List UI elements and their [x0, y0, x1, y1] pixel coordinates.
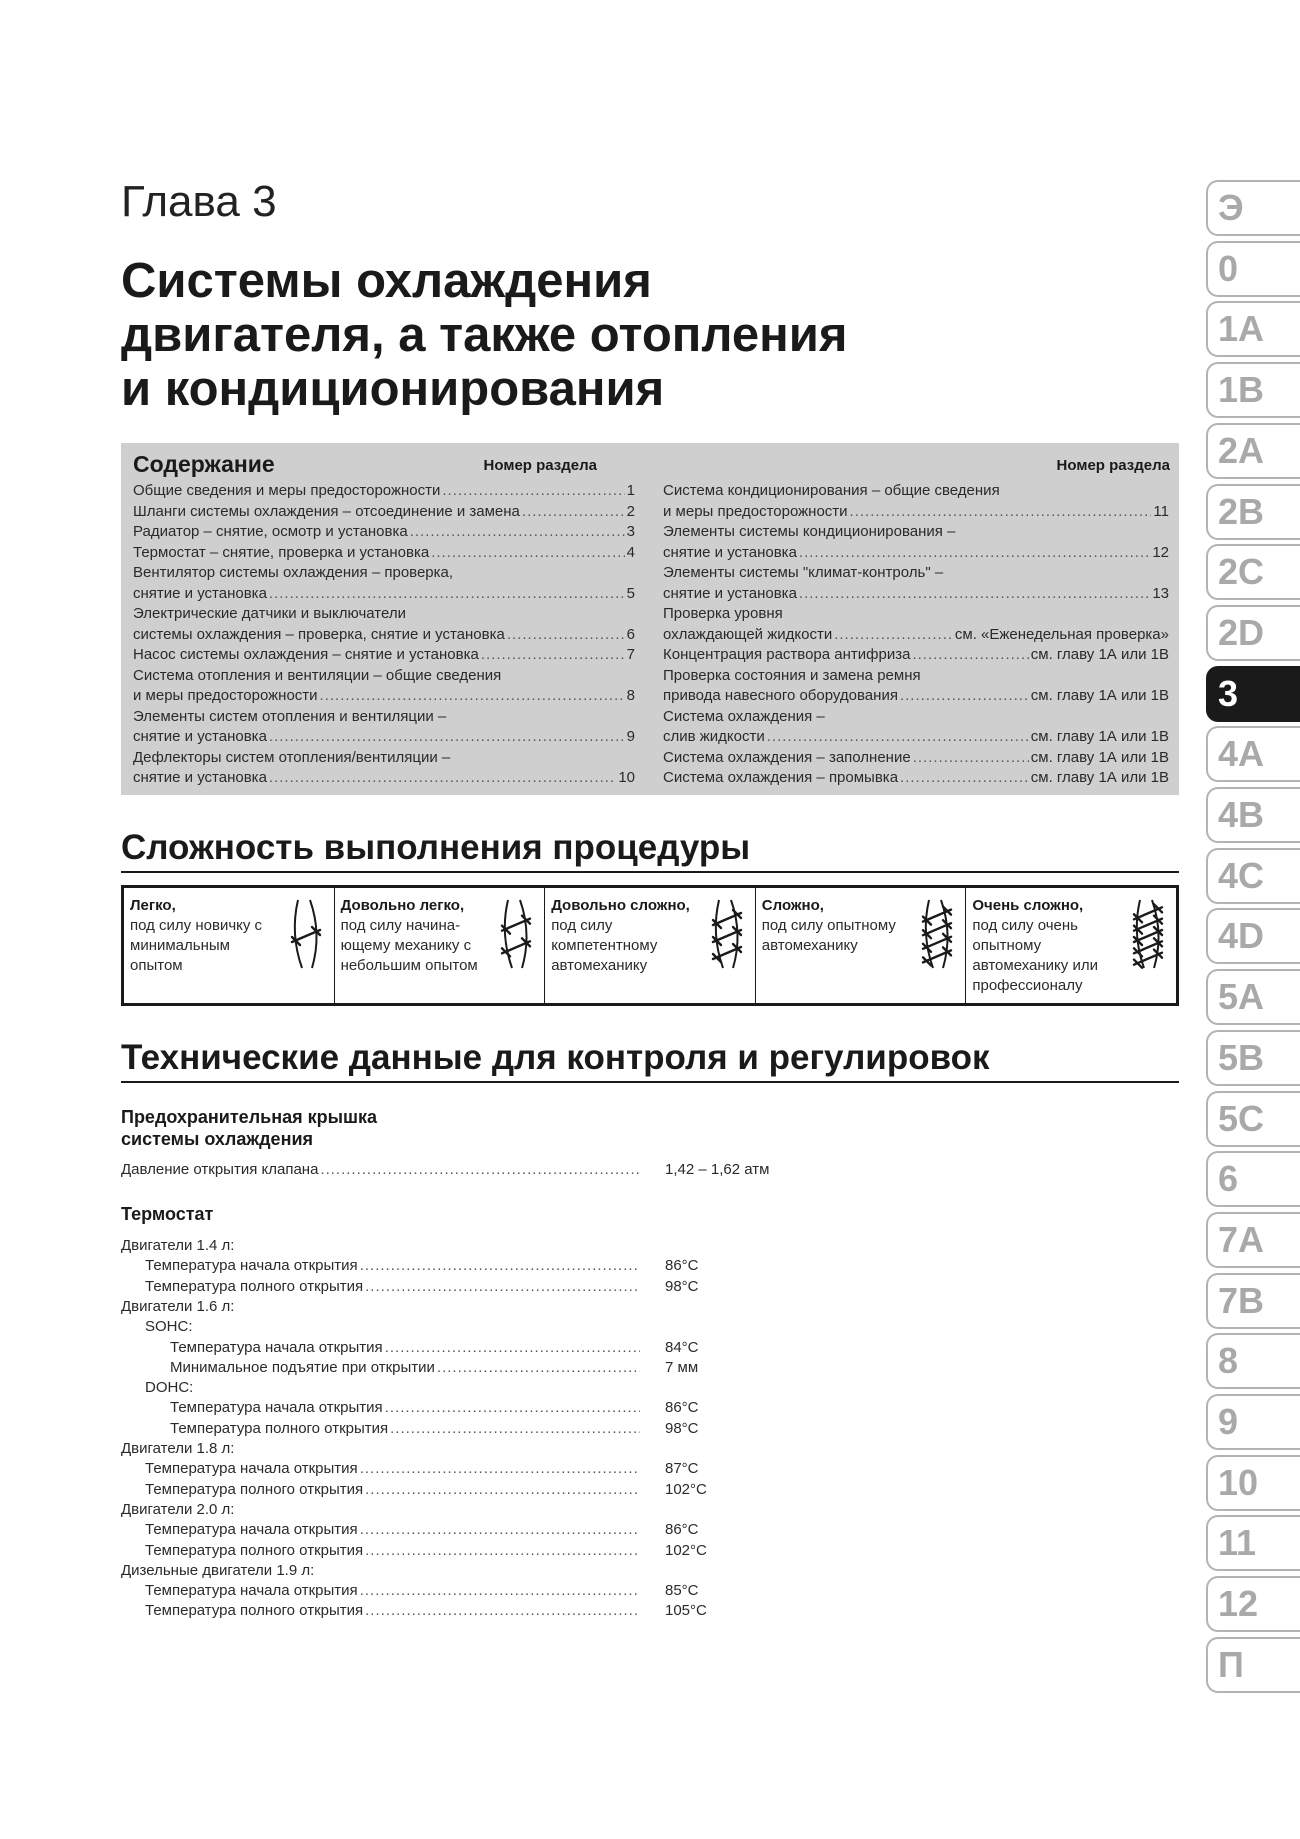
- toc-item-text: слив жидкости: [663, 728, 765, 745]
- spec-row: [0, 1419, 1300, 1440]
- toc-item-row: [133, 727, 635, 748]
- chapter-tab-9[interactable]: 9: [1206, 1394, 1300, 1450]
- spec-label: Двигатели 1.8 л:: [121, 1440, 235, 1457]
- spec-label: Минимальное подъятие при открытии: [170, 1358, 435, 1376]
- toc-item-row: [663, 727, 1169, 748]
- toc-item: [133, 502, 635, 523]
- toc-item-text: снятие и установка: [663, 584, 797, 602]
- toc-item-text: Элементы систем отопления и вентиляции –: [133, 707, 447, 725]
- toc-section-number: см. главу 1А или 1В: [1030, 769, 1169, 786]
- spec-row: [0, 1541, 1300, 1562]
- spec-value: 102°С: [665, 1480, 707, 1498]
- spec-row: [0, 1398, 1300, 1419]
- spec-row: [0, 1601, 1300, 1622]
- toc-section-number: 9: [626, 728, 635, 745]
- spanner-icon: [288, 896, 324, 972]
- spec-value: 98°С: [665, 1277, 699, 1295]
- chapter-tab-5c[interactable]: 5C: [1206, 1091, 1300, 1147]
- chapter-tab-6[interactable]: 6: [1206, 1151, 1300, 1207]
- toc-item-text: Концентрация раствора антифриза: [663, 646, 911, 663]
- toc-section-number: 6: [626, 625, 635, 643]
- spec-value: 85°С: [665, 1582, 699, 1600]
- toc-item: [133, 645, 635, 666]
- toc-item-text: и меры предосторожности: [133, 687, 318, 704]
- chapter-tab-8[interactable]: 8: [1206, 1333, 1300, 1389]
- spec-label: Температура полного открытия: [145, 1541, 364, 1559]
- toc-item: [133, 543, 635, 564]
- spec-row: [0, 1236, 1300, 1257]
- toc-item-row: [663, 748, 1169, 769]
- chapter-tab-1a[interactable]: 1A: [1206, 301, 1300, 357]
- spec-value: 105°С: [665, 1602, 707, 1620]
- spec-label: Двигатели 2.0 л:: [121, 1500, 235, 1518]
- spanner-icon: [709, 896, 745, 972]
- chapter-tab-3[interactable]: 3: [1206, 666, 1300, 722]
- toc-item-text: Вентилятор системы охлаждения – проверка,: [133, 564, 454, 581]
- toc-leader-dots: [442, 481, 624, 502]
- toc-item-row: [663, 584, 1169, 605]
- toc-item: [133, 604, 635, 645]
- toc-leader-dots: [912, 645, 1028, 666]
- toc-item-row: [133, 645, 635, 666]
- toc-item-text: и меры предосторожности: [663, 502, 848, 520]
- chapter-tab-5a[interactable]: 5A: [1206, 969, 1300, 1025]
- chapter-tab-4b[interactable]: 4B: [1206, 787, 1300, 843]
- toc-section-number: 10: [618, 769, 635, 786]
- toc-item-text: Система отопления и вентиляции – общие сведения: [133, 666, 502, 684]
- spec-label: Температура начала открытия: [145, 1460, 358, 1478]
- toc-leader-dots: [900, 768, 1029, 789]
- spec-leader-dots: [360, 1459, 640, 1479]
- toc-leader-dots: [507, 625, 625, 646]
- toc-left-column: [133, 481, 635, 789]
- difficulty-description: под силу новичку с минимальным опытом: [130, 917, 263, 974]
- toc-item-text: Насос системы охлаждения – снятие и установка: [133, 646, 479, 663]
- toc-item-row: [663, 645, 1169, 666]
- toc-leader-dots: [269, 768, 616, 789]
- chapter-title-line: и кондиционирования: [121, 362, 665, 416]
- toc-item-text: Дефлекторы систем отопления/вентиляции –: [133, 748, 451, 766]
- chapter-title-line: Системы охлаждения: [121, 254, 652, 308]
- difficulty-scale: [121, 885, 1179, 1006]
- toc-item-row: [663, 543, 1169, 564]
- toc-section-number: 11: [1153, 502, 1169, 520]
- toc-item: [133, 707, 635, 748]
- spec-label: SOHC:: [145, 1318, 193, 1336]
- spec-label: Температура начала открытия: [145, 1257, 358, 1275]
- toc-right-section-header: Номер раздела: [1056, 457, 1170, 474]
- spanner-outline: [505, 900, 527, 968]
- toc-leader-dots: [913, 748, 1029, 769]
- spec-label: Температура полного открытия: [145, 1277, 364, 1295]
- chapter-tab-э[interactable]: Э: [1206, 180, 1300, 236]
- toc-leader-dots: [799, 543, 1150, 564]
- difficulty-level-5: [966, 888, 1176, 1003]
- toc-item: [663, 563, 1169, 604]
- toc-item: [133, 563, 635, 604]
- spec-label: DOHC:: [145, 1379, 194, 1397]
- difficulty-description: под силу компетентному автомеханику: [551, 917, 658, 974]
- spec-value: 98°С: [665, 1419, 699, 1437]
- toc-item-row: [663, 502, 1169, 523]
- toc-item: [663, 768, 1169, 789]
- toc-item-text: снятие и установка: [133, 769, 267, 786]
- spec-leader-dots: [365, 1277, 640, 1297]
- toc-item: [663, 707, 1169, 748]
- toc-item-text: Радиатор – снятие, осмотр и установка: [133, 523, 408, 540]
- spec-row: [0, 1520, 1300, 1541]
- toc-section-number: см. главу 1А или 1В: [1030, 728, 1169, 745]
- spec-row: [0, 1581, 1300, 1602]
- difficulty-level-1: [124, 888, 335, 1003]
- spec-value: 86°С: [665, 1257, 699, 1275]
- spec-row: [0, 1277, 1300, 1298]
- toc-item-text: Элементы системы кондиционирования –: [663, 523, 956, 540]
- toc-item-text: Система кондиционирования – общие сведения: [663, 482, 1000, 499]
- chapter-tab-2b[interactable]: 2B: [1206, 484, 1300, 540]
- toc-right-column: [663, 481, 1169, 789]
- toc-leader-dots: [850, 502, 1152, 523]
- toc-leader-dots: [767, 727, 1029, 748]
- chapter-tab-12[interactable]: 12: [1206, 1576, 1300, 1632]
- toc-leader-dots: [431, 543, 624, 564]
- spec-value: 86°С: [665, 1399, 699, 1417]
- toc-leader-dots: [269, 727, 625, 748]
- chapter-tab-4c[interactable]: 4C: [1206, 848, 1300, 904]
- difficulty-level-2: [335, 888, 546, 1003]
- chapter-tab-2c[interactable]: 2C: [1206, 544, 1300, 600]
- spec-label: Дизельные двигатели 1.9 л:: [121, 1561, 315, 1579]
- difficulty-title: Довольно сложно,: [551, 897, 690, 914]
- difficulty-title: Легко,: [130, 897, 176, 914]
- toc-item-text: Общие сведения и меры предосторожности: [133, 482, 441, 499]
- toc-item-row: [133, 686, 635, 707]
- difficulty-description: под силу очень опытному автомеханику или профессионалу: [972, 917, 1098, 994]
- toc-leader-dots: [799, 584, 1150, 605]
- spec-label: Давление открытия клапана: [121, 1161, 319, 1178]
- spec-row: [0, 1459, 1300, 1480]
- chapter-tab-7a[interactable]: 7A: [1206, 1212, 1300, 1268]
- toc-item-row: [663, 686, 1169, 707]
- toc-leader-dots: [320, 686, 625, 707]
- difficulty-title: Довольно легко,: [340, 897, 465, 914]
- toc-item-text: Элементы системы "климат-контроль" –: [663, 564, 944, 581]
- toc-item-row: [133, 625, 635, 646]
- toc-section-number: см. главу 1А или 1В: [1030, 646, 1169, 663]
- toc-item: [663, 645, 1169, 666]
- toc-left-section-header: Номер раздела: [483, 457, 597, 474]
- toc-item: [133, 666, 635, 707]
- spec-leader-dots: [365, 1541, 640, 1561]
- spec-label: Температура начала открытия: [170, 1399, 383, 1417]
- toc-item: [133, 522, 635, 543]
- toc-item-text: Система охлаждения – промывка: [663, 769, 899, 786]
- toc-section-number: 12: [1152, 543, 1169, 561]
- toc-item: [663, 481, 1169, 522]
- toc-section-number: см. главу 1А или 1В: [1030, 687, 1169, 704]
- toc-section-number: 2: [626, 502, 635, 520]
- toc-leader-dots: [410, 522, 625, 543]
- chapter-title-line: двигателя, а также отопления: [121, 308, 848, 362]
- spec-label: Двигатели 1.6 л:: [121, 1297, 235, 1315]
- spec-value: 1,42 – 1,62 атм: [665, 1161, 770, 1178]
- toc-item-text: снятие и установка: [663, 543, 797, 561]
- toc-section-number: 5: [626, 584, 635, 602]
- toc-section-number: 4: [626, 543, 635, 561]
- spec-leader-dots: [385, 1338, 640, 1358]
- spec-row: [0, 1160, 1300, 1181]
- toc-leader-dots: [900, 686, 1029, 707]
- toc-leader-dots: [834, 625, 953, 646]
- toc-item-text: Проверка состояния и замена ремня: [663, 666, 921, 684]
- contents-box: [121, 443, 1179, 795]
- toc-item-text: снятие и установка: [133, 728, 267, 745]
- chapter-tab-0[interactable]: 0: [1206, 241, 1300, 297]
- toc-item-text: привода навесного оборудования: [663, 687, 898, 704]
- difficulty-description: под силу опытному автомеханику: [761, 917, 896, 954]
- difficulty-description: под силу начина-ющему механику с небольшим опытом: [340, 917, 478, 974]
- contents-title: Содержание: [133, 451, 275, 477]
- chapter-tab-1b[interactable]: 1B: [1206, 362, 1300, 418]
- spec-leader-dots: [390, 1419, 640, 1439]
- toc-item-row: [133, 584, 635, 605]
- chapter-tab-п[interactable]: П: [1206, 1637, 1300, 1693]
- toc-leader-dots: [522, 502, 625, 523]
- toc-item-text: Электрические датчики и выключатели: [133, 605, 406, 622]
- toc-item: [663, 666, 1169, 707]
- difficulty-heading: Сложность выполнения процедуры: [121, 830, 1179, 873]
- toc-section-number: см. «Еженедельная проверка»: [954, 625, 1169, 643]
- toc-item-row: [133, 522, 635, 543]
- toc-section-number: 13: [1152, 584, 1169, 602]
- toc-item: [663, 748, 1169, 769]
- toc-item-row: [133, 543, 635, 564]
- toc-leader-dots: [269, 584, 625, 605]
- toc-section-number: см. главу 1А или 1В: [1030, 748, 1169, 766]
- spec-row: [0, 1480, 1300, 1501]
- chapter-tab-7b[interactable]: 7B: [1206, 1273, 1300, 1329]
- spec-value: 84°С: [665, 1338, 699, 1356]
- chapter-tab-10[interactable]: 10: [1206, 1455, 1300, 1511]
- spec-value: 7 мм: [665, 1358, 699, 1376]
- thermostat-group-title: Термостат: [121, 1204, 214, 1224]
- spec-label: Температура начала открытия: [170, 1338, 383, 1356]
- toc-item-text: системы охлаждения – проверка, снятие и установка: [133, 625, 505, 643]
- spec-row: [0, 1338, 1300, 1359]
- spec-row: [0, 1500, 1300, 1521]
- spanner-icon: [1130, 896, 1166, 972]
- toc-section-number: 8: [626, 687, 635, 704]
- cap-title-line: системы охлаждения: [121, 1129, 314, 1149]
- chapter-tab-11[interactable]: 11: [1206, 1515, 1300, 1571]
- chapter-tab-4d[interactable]: 4D: [1206, 908, 1300, 964]
- spec-value: 86°С: [665, 1521, 699, 1539]
- spec-label: Температура полного открытия: [145, 1480, 364, 1498]
- spec-row: [0, 1297, 1300, 1318]
- toc-item-row: [133, 481, 635, 502]
- spec-row: [0, 1317, 1300, 1338]
- spec-label: Двигатели 1.4 л:: [121, 1237, 235, 1254]
- toc-item: [663, 604, 1169, 645]
- spec-label: Температура полного открытия: [145, 1602, 364, 1620]
- chapter-title: [121, 254, 1121, 416]
- spec-value: 87°С: [665, 1460, 699, 1478]
- toc-item: [663, 522, 1169, 563]
- spec-label: Температура начала открытия: [145, 1582, 358, 1600]
- spec-leader-dots: [365, 1480, 640, 1500]
- toc-item-text: охлаждающей жидкости: [663, 625, 833, 643]
- spanner-icon: [919, 896, 955, 972]
- spec-leader-dots: [385, 1398, 640, 1418]
- spec-label: Температура полного открытия: [170, 1419, 389, 1437]
- cap-title-line: Предохранительная крышка: [121, 1107, 377, 1127]
- difficulty-title: Очень сложно,: [972, 897, 1084, 914]
- toc-section-number: 7: [626, 646, 635, 663]
- toc-item-text: Термостат – снятие, проверка и установка: [133, 543, 430, 561]
- spec-label: Температура начала открытия: [145, 1521, 358, 1539]
- chapter-tab-2a[interactable]: 2A: [1206, 423, 1300, 479]
- spec-leader-dots: [360, 1256, 640, 1276]
- toc-item-row: [663, 625, 1169, 646]
- spec-leader-dots: [365, 1601, 640, 1621]
- toc-item-row: [133, 768, 635, 789]
- chapter-label: Глава 3: [121, 177, 277, 226]
- toc-leader-dots: [481, 645, 625, 666]
- toc-item-text: снятие и установка: [133, 584, 267, 602]
- cap-group-title: [121, 1106, 621, 1150]
- specs-heading: Технические данные для контроля и регулировок: [121, 1040, 1179, 1083]
- chapter-tab-4a[interactable]: 4A: [1206, 726, 1300, 782]
- spec-row: [0, 1358, 1300, 1379]
- toc-item-text: Система охлаждения –: [663, 707, 825, 725]
- toc-section-number: 1: [626, 482, 635, 499]
- toc-item-row: [663, 768, 1169, 789]
- spec-row: [0, 1561, 1300, 1582]
- spanner-icon: [498, 896, 534, 972]
- difficulty-title: Сложно,: [761, 897, 824, 914]
- toc-section-number: 3: [626, 523, 635, 540]
- difficulty-level-4: [756, 888, 967, 1003]
- spec-leader-dots: [437, 1358, 640, 1378]
- toc-item: [133, 748, 635, 789]
- spec-row: [0, 1256, 1300, 1277]
- toc-item-text: Проверка уровня: [663, 605, 783, 622]
- spec-value: 102°С: [665, 1541, 707, 1559]
- chapter-tab-5b[interactable]: 5B: [1206, 1030, 1300, 1086]
- toc-item-row: [133, 502, 635, 523]
- spec-row: [0, 1439, 1300, 1460]
- toc-item-text: Система охлаждения – заполнение: [663, 748, 911, 766]
- toc-item: [133, 481, 635, 502]
- spec-leader-dots: [360, 1581, 640, 1601]
- chapter-tab-2d[interactable]: 2D: [1206, 605, 1300, 661]
- spec-leader-dots: [320, 1160, 640, 1180]
- spec-row: [0, 1378, 1300, 1399]
- toc-item-text: Шланги системы охлаждения – отсоединение и замена: [133, 502, 520, 520]
- spec-leader-dots: [360, 1520, 640, 1540]
- difficulty-level-3: [545, 888, 756, 1003]
